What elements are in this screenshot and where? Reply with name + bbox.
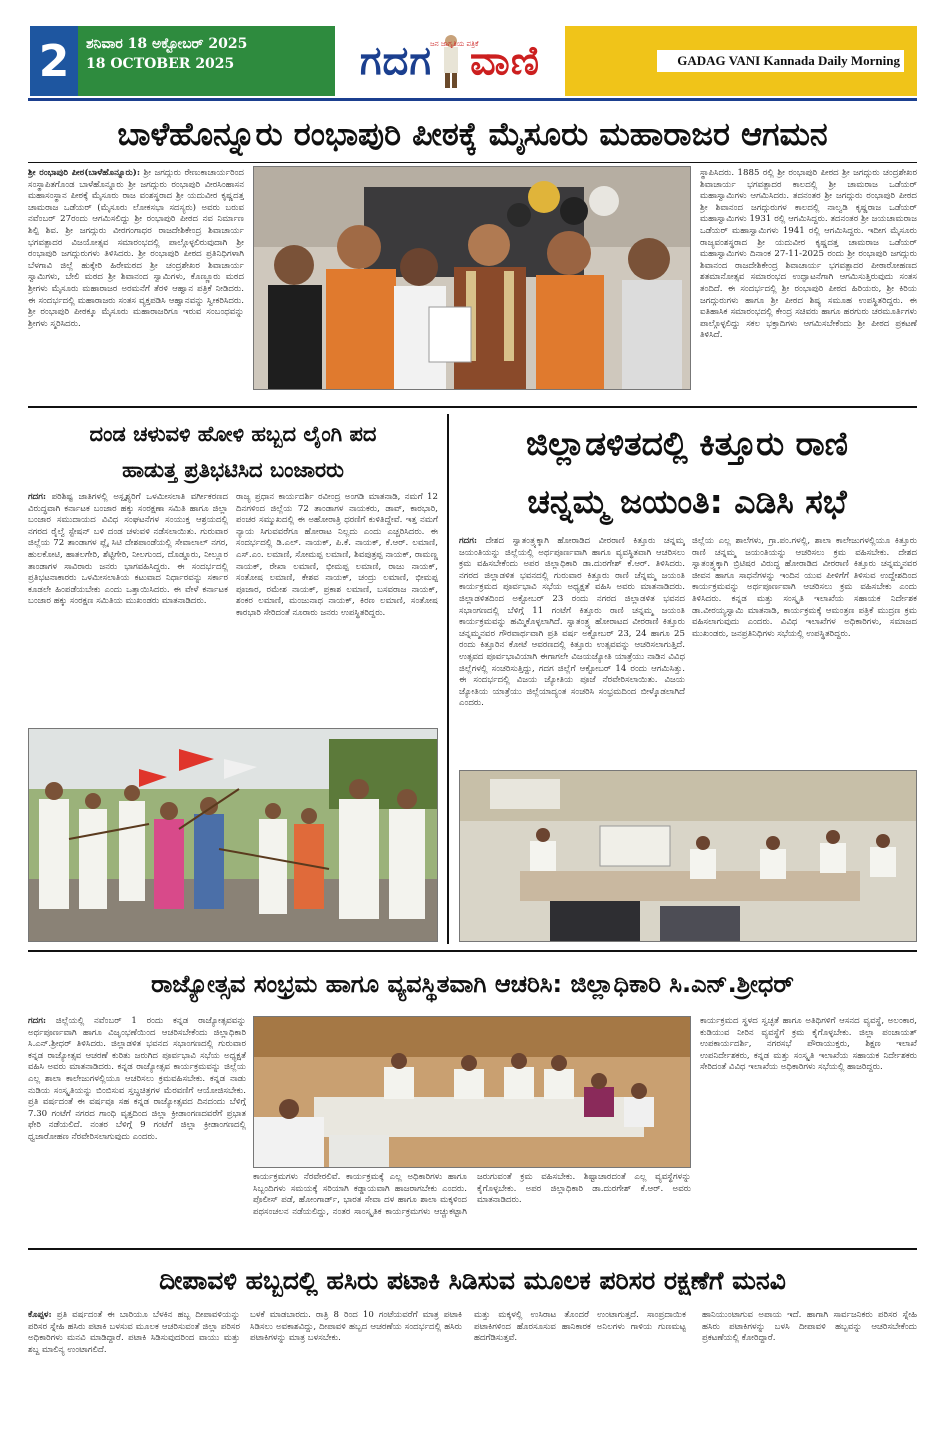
page-number: 2 — [30, 26, 78, 96]
story1-headline: ಬಾಳೆಹೊನ್ನೂರು ರಂಭಾಪುರಿ ಪೀಠಕ್ಕೆ ಮೈಸೂರು ಮಹಾರಾಜರ ಆಗಮನ — [117, 115, 828, 153]
story1-rule — [28, 162, 917, 163]
story2-column-1 — [28, 492, 228, 722]
issue-date — [78, 26, 335, 96]
logo-tagline: ಜನ ಜಾಗೃತಿಯ ಪತ್ರಿಕೆ — [430, 40, 479, 48]
story3-dateline: ಗದಗ: — [459, 536, 478, 546]
story1-text-1: ಶ್ರೀ ಜಗದ್ಗುರು ರೇಣುಕಾಚಾರ್ಯರಿಂದ ಸಂಸ್ಥಾಪಿತಗೊಂಡ ಬಾಳೆಹೊನ್ನೂರು ಶ್ರೀ ಜಗದ್ಗುರು ರಂಭಾಪುರಿ ವೀರಸಿಂಹಾಸನ ಮಹಾಸಂಸ್ಥಾನ ಪೀಠಕ್ಕೆ ಮೈಸೂರು ರಾಜ ವಂಶಸ್ಥರಾದ ಶ್ರೀ ಯದುವೀರ ಕೃಷ್ಣದತ್ತ ಚಾಮರಾಜ ಒಡೆಯರ್ (ಮೈಸೂರು ಲೋಕಸಭಾ ಸದಸ್ಯರು) ಅವರು ಬರುವ ನವೆಂಬರ್ 27ರಂದು ಆಗಮಿಸಲಿದ್ದು ಶ್ರೀ ರಂಭಾಪುರಿ ಪೀಠದ ನವ ನಿರ್ಮಾಣ ಶಿಲ್ಪಿ ಶಿವ. ಶ್ರೀ ಜಗದ್ಗುರು ವೀರಗಂಗಾಧರ ರಾಜದೇಶಿಕೇಂದ್ರ ಶಿವಾಚಾರ್ಯ ಭಗವತ್ಪಾದರ ವಿಜಯೋತ್ಸವ ಸಮಾರಂಭದಲ್ಲಿ ಪಾಲ್ಗೊಳ್ಳಲಿರುವುದಾಗಿ ಶ್ರೀ ರಂಭಾಪುರಿ ಜಗದ್ಗುರುಗಳು ತಿಳಿಸಿದರು. ಶ್ರೀ ರಂಭಾಪುರಿ ಪೀಠದ ಪ್ರತಿನಿಧಿಗಳಾಗಿ ಬೆಳಗಾವಿ ಜಿಲ್ಲೆ ಹುಕ್ಕೇರಿ ಹಿರೇಮಠದ ಶ್ರೀ ಚಂದ್ರಶೇಖರ ಶಿವಾಚಾರ್ಯ ಸ್ವಾಮಿಗಳು, ಬೇಲಿ ಮಠದ ಶ್ರೀ ಶಿವಾನಂದ ಸ್ವಾಮಿಗಳು, ಕೊಣ್ಣೂರು ಮಠದ ಶ್ರೀಗಳು ಮೈಸೂರು ಮಹಾರಾಜರ ಅರಮನೆಗೆ ತೆರಳಿ ಆಹ್ವಾನ ಪತ್ರಿಕೆ ನೀಡಿದರು. ಈ ಸಂದರ್ಭದಲ್ಲಿ ಮಹಾರಾಜರು ಸಂತಸ ವ್ಯಕ್ತಪಡಿಸಿ ಆಹ್ವಾನವನ್ನು ಸ್ವೀಕರಿಸಿದರು. ಶ್ರೀ ರಂಭಾಪುರಿ ಪೀಠಕ್ಕೂ ಮೈಸೂರು ಮಹಾರಾಜರಿಗೂ ಇರುವ ಸಂಬಂಧವನ್ನು ಶ್ರೀಗಳು ಸ್ಮರಿಸಿದರು. — [28, 168, 244, 329]
story4-dateline: ಗದಗ: — [28, 1016, 47, 1026]
column-divider — [447, 414, 449, 944]
logo-gadaga: ಗದಗ — [359, 38, 432, 84]
section-rule-3 — [28, 1248, 917, 1250]
story4-photo-dc-meeting — [253, 1016, 691, 1168]
story2-photo-banjara-protest — [28, 728, 438, 942]
story4-text-1: ಜಿಲ್ಲೆಯಲ್ಲಿ ನವೆಂಬರ್ 1 ರಂದು ಕನ್ನಡ ರಾಜ್ಯೋತ್ಸವವನ್ನು ಅರ್ಥಪೂರ್ಣವಾಗಿ ಹಾಗೂ ವಿಜೃಂಭಣೆಯಿಂದ ಆಚರಿಸಬೇಕೆಂದು ಜಿಲ್ಲಾಧಿಕಾರಿ ಸಿ.ಎನ್.ಶ್ರೀಧರ್ ತಿಳಿಸಿದರು. ಜಿಲ್ಲಾಡಳಿತ ಭವನದ ಸಭಾಂಗಣದಲ್ಲಿ ಗುರುವಾರ ಕನ್ನಡ ರಾಜ್ಯೋತ್ಸವ ಆಚರಣೆ ಕುರಿತು ಜರುಗಿದ ಪೂರ್ವಭಾವಿ ಸಭೆಯ ಅಧ್ಯಕ್ಷತೆ ವಹಿಸಿ ಅವರು ಮಾತನಾಡಿದರು. ಕನ್ನಡ ರಾಜ್ಯೋತ್ಸವ ಕಾರ್ಯಕ್ರಮವನ್ನು ಜಿಲ್ಲೆಯ ಎಲ್ಲ ಶಾಲಾ ಕಾಲೇಜುಗಳಲ್ಲಿಯೂ ಆಚರಿಸಲು ಕ್ರಮವಹಿಸಬೇಕು. ಕನ್ನಡ ನಾಡು ನುಡಿಯ ಸಂಸ್ಕೃತಿಯನ್ನು ಬಿಂಬಿಸುವ ಸ್ತಬ್ಧಚಿತ್ರಗಳ ಮೆರವಣಿಗೆ ಆಯೋಜಿಸಬೇಕು. ಪ್ರತಿ ವರ್ಷದಂತೆ ಈ ವರ್ಷವೂ ಸಹ ಕನ್ನಡ ರಾಜ್ಯೋತ್ಸವದ ದಿನದಂದು ಬೆಳಿಗ್ಗೆ 7.30 ಗಂಟೆಗೆ ನಗರದ ಗಾಂಧಿ ವೃತ್ತದಿಂದ ಜಿಲ್ಲಾ ಕ್ರೀಡಾಂಗಣದವರೆಗೆ ಪ್ರಭಾತ ಫೇರಿ ನಡೆಯಲಿದೆ. ನಂತರ ಬೆಳಿಗ್ಗೆ 9 ಗಂಟೆಗೆ ಜಿಲ್ಲಾ ಕ್ರೀಡಾಂಗಣದಲ್ಲಿ ಧ್ವಜಾರೋಹಣ ನೆರವೇರಿಸಲಾಗುವುದು ಎಂದರು. — [28, 1016, 246, 1142]
story1-column-1 — [28, 168, 244, 400]
newspaper-logo — [335, 26, 565, 96]
story5-column-3: ಮತ್ತು ಮಕ್ಕಳಲ್ಲಿ ಉಸಿರಾಟ ತೊಂದರೆ ಉಂಟಾಗುತ್ತದೆ. ಸಾಂಪ್ರದಾಯಿಕ ಪಟಾಕಿಗಳಿಂದ ಹೊರಸೂಸುವ ಹಾನಿಕಾರಕ ಅನಿಲಗಳು ಗಾಳಿಯ ಗುಣಮಟ್ಟ ಹದಗೆಡಿಸುತ್ತವೆ. — [474, 1310, 686, 1344]
date-kannada: ಶನಿವಾರ 18 ಅಕ್ಟೋಬರ್ 2025 — [86, 36, 248, 52]
story1-dateline: ಶ್ರೀ ರಂಭಾಪುರಿ ಪೀಠ(ಬಾಳೆಹೊನ್ನೂರು): — [28, 168, 141, 178]
story1-column-2: ಸ್ಥಾಪಿಸಿದರು. 1885 ರಲ್ಲಿ ಶ್ರೀ ರಂಭಾಪುರಿ ಪೀಠದ ಶ್ರೀ ಜಗದ್ಗುರು ಚಂದ್ರಶೇಖರ ಶಿವಾಚಾರ್ಯ ಭಗವತ್ಪಾದರ ಕಾಲದಲ್ಲಿ ಶ್ರೀ ಚಾಮರಾಜ ಒಡೆಯರ್ ಮಹಾಸ್ವಾಮಿಗಳು ಆಗಮಿಸಿದರು. ತದನಂತರ ಶ್ರೀ ಜಗದ್ಗುರು ರಂಭಾಪುರಿ ಪೀಠದ ಶ್ರೀ ಶಿವಾನಂದ ಜಗದ್ಗುರುಗಳ ಕಾಲದಲ್ಲಿ ನಾಲ್ವಡಿ ಕೃಷ್ಣರಾಜ ಒಡೆಯರ್ ಮಹಾಸ್ವಾಮಿಗಳು 1931 ರಲ್ಲಿ ಆಗಮಿಸಿದ್ದರು. ತದನಂತರ ಶ್ರೀ ಜಯಚಾಮರಾಜ ಒಡೆಯರ್ ಮಹಾಸ್ವಾಮಿಗಳು 1941 ರಲ್ಲಿ ಆಗಮಿಸಿದ್ದರು. ಇದೀಗ ಮೈಸೂರು ರಾಜ್ಯವಂಶಸ್ಥರಾದ ಶ್ರೀ ಯದುವೀರ ಕೃಷ್ಣದತ್ತ ಚಾಮರಾಜ ಒಡೆಯರ್ ಮಹಾಸ್ವಾಮಿಗಳು ದಿನಾಂಕ 27-11-2025 ರಂದು ಶ್ರೀ ರಂಭಾಪುರಿ ಜಗದ್ಗುರು ಶಿವಾನಂದ ರಾಜದೇಶಿಕೇಂದ್ರ ಶಿವಾಚಾರ್ಯ ಭಗವತ್ಪಾದರ ಪೀಠಾರೋಹಣದ ಶತಮಾನೋತ್ಸವ ಸಮಾರಂಭದ ಉದ್ಘಾಟನೆಗಾಗಿ ಆಗಮಿಸುತ್ತಿರುವುದು ಸಂತಸ ತಂದಿದೆ. ಈ ಸಂದರ್ಭದಲ್ಲಿ ಶ್ರೀ ರಂಭಾಪುರಿ ಪೀಠದ ಹಿರಿಯರು, ಶ್ರೀ ಕಿರಿಯ ಜಗದ್ಗುರುಗಳು ಹಾಗೂ ಶ್ರೀ ಪೀಠದ ಶಿಷ್ಯ ಸಮೂಹ ಉಪಸ್ಥಿತರಿದ್ದರು. ಈ ಐತಿಹಾಸಿಕ ಸಮಾರಂಭದಲ್ಲಿ ಕೇಂದ್ರ ಸಚಿವರು ಹಾಗೂ ಹರಗುರು ಚರಮೂರ್ತಿಗಳು ಪಾಲ್ಗೊಳ್ಳಲಿದ್ದು ಸಕಲ ಭಕ್ತಾದಿಗಳು ಆಗಮಿಸಬೇಕೆಂದು ಶ್ರೀ ಪೀಠದ ಪ್ರಕಟಣೆ ತಿಳಿಸಿದೆ. — [700, 168, 917, 341]
story5-headline: ದೀಪಾವಳಿ ಹಬ್ಬದಲ್ಲಿ ಹಸಿರು ಪಟಾಕಿ ಸಿಡಿಸುವ ಮೂಲಕ ಪರಿಸರ ರಕ್ಷಣೆಗೆ ಮನವಿ — [159, 1266, 786, 1295]
story3-text-1: ದೇಶದ ಸ್ವಾತಂತ್ರ್ಯಕ್ಕಾಗಿ ಹೋರಾಡಿದ ವೀರರಾಣಿ ಕಿತ್ತೂರು ಚನ್ನಮ್ಮ ಜಯಂತಿಯನ್ನು ಜಿಲ್ಲೆಯಲ್ಲಿ ಅರ್ಥಪೂರ್ಣವಾಗಿ ಹಾಗೂ ವ್ಯವಸ್ಥಿತವಾಗಿ ಆಚರಿಸಲು ಕ್ರಮ ವಹಿಸಬೇಕೆಂದು ಅಪರ ಜಿಲ್ಲಾಧಿಕಾರಿ ಡಾ.ದುರಗೇಶ್ ಕೆ.ಆರ್. ತಿಳಿಸಿದರು. ನಗರದ ಜಿಲ್ಲಾಡಳಿತ ಭವನದಲ್ಲಿ ಗುರುವಾರ ಕಿತ್ತೂರು ರಾಣಿ ಚೆನ್ನಮ್ಮ ಜಯಂತಿ ಕಾರ್ಯಕ್ರಮದ ಪೂರ್ವಭಾವಿ ಸಭೆಯ ಅಧ್ಯಕ್ಷತೆ ವಹಿಸಿ ಅವರು ಮಾತನಾಡಿದರು. ಜಿಲ್ಲಾಡಳಿತದಿಂದ ಅಕ್ಟೋಬರ್ 23 ರಂದು ನಗರದ ಜಿಲ್ಲಾಡಳಿತ ಭವನದ ಸಭಾಂಗಣದಲ್ಲಿ ಬೆಳಿಗ್ಗೆ 11 ಗಂಟೆಗೆ ಕಿತ್ತೂರು ರಾಣಿ ಚನ್ನಮ್ಮ ಜಯಂತಿ ಕಾರ್ಯಕ್ರಮವನ್ನು ಹಮ್ಮಿಕೊಳ್ಳಲಾಗಿದೆ. ಸ್ವಾತಂತ್ರ್ಯ ಹೋರಾಟದ ವೀರರಾಣಿ ಕಿತ್ತೂರು ಚನ್ನಮ್ಮನವರ ಗೌರವಾರ್ಥವಾಗಿ ಪ್ರತಿ ವರ್ಷ ಅಕ್ಟೋಬರ್ 23, 24 ಹಾಗೂ 25 ರಂದು ಕಿತ್ತೂರಿನ ಕೋಟೆ ಆವರಣದಲ್ಲಿ ಕಿತ್ತೂರು ಉತ್ಸವವನ್ನು ಆಚರಿಸಲಾಗುತ್ತಿದೆ. ಉತ್ಸವದ ಪೂರ್ವಭಾವಿಯಾಗಿ ಈಗಾಗಲೇ ವಿಜಯಜ್ಯೋತಿ ಯಾತ್ರೆಯು ನಾಡಿನ ವಿವಿಧ ಜಿಲ್ಲೆಗಳಲ್ಲಿ ಸಂಚರಿಸುತ್ತಿದ್ದು, ಗದಗ ಜಿಲ್ಲೆಗೆ ಆಕ್ಟೋಬರ್ 14 ರಂದು ಆಗಮಿಸಿತ್ತು. ಈ ಸಂದರ್ಭದಲ್ಲಿ ವಿಜಯ ಜ್ಯೋತಿಯ ಪೂಜೆ ನೆರವೇರಿಸಲಾಯಿತು. ವಿಜಯ ಜ್ಯೋತಿಯ ಯಾತ್ರೆಯು ಜಿಲ್ಲೆಯಾದ್ಯಂತ ಸಂಚರಿಸಿ ಸಂಭ್ರಮದಿಂದ ಬೀಳ್ಕೊಡಲಾಗಿದೆ ಎಂದರು. — [459, 536, 685, 709]
story1-photo-maharaja-visit — [253, 166, 691, 390]
story3-headline-line1: ಜಿಲ್ಲಾಡಳಿತದಲ್ಲಿ ಕಿತ್ತೂರು ರಾಣಿ — [525, 424, 849, 463]
story2-headline-line2: ಹಾಡುತ್ತ ಪ್ರತಿಭಟಿಸಿದ ಬಂಜಾರರು — [122, 458, 344, 482]
story3-column-2: ಜಿಲ್ಲೆಯ ಎಲ್ಲ ಶಾಲೆಗಳು, ಗ್ರಾ.ಪಂ.ಗಳಲ್ಲಿ, ಶಾಲಾ ಕಾಲೇಜುಗಳಲ್ಲಿಯೂ ಕಿತ್ತೂರು ರಾಣಿ ಚನ್ನಮ್ಮ ಜಯಂತಿಯನ್ನು ಆಚರಿಸಲು ಕ್ರಮ ವಹಿಸಬೇಕು. ದೇಶದ ಸ್ವಾತಂತ್ರ್ಯಕ್ಕಾಗಿ ಬ್ರಿಟಿಷರ ವಿರುದ್ಧ ಹೋರಾಡಿದ ವೀರರಾಣಿ ಕಿತ್ತೂರು ಚನ್ನಮ್ಮನವರ ಜೀವನ ಹಾಗೂ ಸಾಧನೆಗಳನ್ನು ಇಂದಿನ ಯುವ ಪೀಳಿಗೆಗೆ ತಿಳಿಸುವ ಉದ್ದೇಶದಿಂದ ಕಾರ್ಯಕ್ರಮವನ್ನು ಅರ್ಥಪೂರ್ಣವಾಗಿ ಆಚರಿಸಲು ಕ್ರಮ ವಹಿಸಬೇಕು ಎಂದು ತಿಳಿಸಿದರು. ಕನ್ನಡ ಮತ್ತು ಸಂಸ್ಕೃತಿ ಇಲಾಖೆಯ ಸಹಾಯಕ ನಿರ್ದೇಶಕ ಡಾ.ವೀರಯ್ಯಸ್ವಾಮಿ ಮಾತನಾಡಿ, ಕಾರ್ಯಕ್ರಮಕ್ಕೆ ಆಮಂತ್ರಣ ಪತ್ರಿಕೆ ಮುದ್ರಣ ಕ್ರಮ ವಹಿಸಲಾಗುವುದು ಎಂದರು. ವಿವಿಧ ಇಲಾಖೆಗಳ ಅಧಿಕಾರಿಗಳು, ಸಮಾಜದ ಮುಖಂಡರು, ಜನಪ್ರತಿನಿಧಿಗಳು ಸಭೆಯಲ್ಲಿ ಉಪಸ್ಥಿತರಿದ್ದರು. — [692, 536, 917, 639]
masthead-rule — [28, 98, 917, 101]
story4-column-3: ಕಾರ್ಯಕ್ರಮದ ಸ್ಥಳದ ಸ್ವಚ್ಛತೆ ಹಾಗೂ ಅತಿಥಿಗಳಿಗೆ ಆಸನದ ವ್ಯವಸ್ಥೆ, ಅಲಂಕಾರ, ಕುಡಿಯುವ ನೀರಿನ ವ್ಯವಸ್ಥೆಗೆ ಕ್ರಮ ಕೈಗೊಳ್ಳಬೇಕು. ಜಿಲ್ಲಾ ಪಂಚಾಯತ್ ಉಪಕಾರ್ಯದರ್ಶಿ, ನಗರಸಭೆ ಪೌರಾಯುಕ್ತರು, ಶಿಕ್ಷಣ ಇಲಾಖೆ ಉಪನಿರ್ದೇಶಕರು, ಕನ್ನಡ ಮತ್ತು ಸಂಸ್ಕೃತಿ ಇಲಾಖೆಯ ಸಹಾಯಕ ನಿರ್ದೇಶಕರು ಸೇರಿದಂತೆ ವಿವಿಧ ಇಲಾಖೆಯ ಅಧಿಕಾರಿಗಳು ಸಭೆಯಲ್ಲಿ ಹಾಜರಿದ್ದರು. — [700, 1016, 917, 1073]
story3-photo-adc-meeting — [459, 770, 917, 942]
logo-vani: ವಾಣಿ — [470, 38, 541, 84]
story3-column-1 — [459, 536, 685, 766]
story3-headline-line2: ಚನ್ನಮ್ಮ ಜಯಂತಿ: ಎಡಿಸಿ ಸಭೆ — [527, 482, 847, 521]
story2-headline-line1: ದಂಡ ಚಳುವಳಿ ಹೋಳಿ ಹಬ್ಬದ ಲೈಂಗಿ ಪದ — [89, 422, 377, 446]
story5-text-1: ಪ್ರತಿ ವರ್ಷದಂತೆ ಈ ಬಾರಿಯೂ ಬೆಳಕಿನ ಹಬ್ಬ ದೀಪಾವಳಿಯನ್ನು ಪರಿಸರ ಸ್ನೇಹಿ ಹಸಿರು ಪಟಾಕಿ ಬಳಸುವ ಮೂಲಕ ಆಚರಿಸುವಂತೆ ಜಿಲ್ಲಾ ಪರಿಸರ ಅಧಿಕಾರಿಗಳು ಮನವಿ ಮಾಡಿದ್ದಾರೆ. ಪಟಾಕಿ ಸಿಡಿಸುವುದರಿಂದ ವಾಯು ಮತ್ತು ಶಬ್ದ ಮಾಲಿನ್ಯ ಉಂಟಾಗಲಿದೆ. — [28, 1310, 240, 1355]
story5-dateline: ಕೊಪ್ಪಳ: — [28, 1310, 52, 1320]
paper-name: GADAG VANI Kannada Daily Morning — [657, 50, 904, 72]
story5-column-4: ಹಾನಿಯುಂಟಾಗುವ ಅಪಾಯ ಇದೆ. ಹಾಗಾಗಿ ಸಾರ್ವಜನಿಕರು ಪರಿಸರ ಸ್ನೇಹಿ ಹಸಿರು ಪಟಾಕಿಗಳನ್ನು ಬಳಸಿ ದೀಪಾವಳಿ ಹಬ್ಬವನ್ನು ಆಚರಿಸಬೇಕೆಂದು ಪ್ರಕಟಣೆಯಲ್ಲಿ ಕೋರಿದ್ದಾರೆ. — [702, 1310, 917, 1344]
story2-column-2: ರಾಜ್ಯ ಪ್ರಧಾನ ಕಾರ್ಯದರ್ಶಿ ರವೀಂದ್ರ ಅಂಗಡಿ ಮಾತನಾಡಿ, ನಮಗೆ 12 ದಿನಗಳಿಂದ ಜಿಲ್ಲೆಯ 72 ತಾಂಡಾಗಳ ನಾಯಕರು, ಡಾವ್, ಕಾರಭಾರಿ, ಪಂಚರ ಸಮ್ಮುಖದಲ್ಲಿ ಈ ಅಹೋರಾತ್ರಿ ಧರಣಿಗೆ ಕುಳಿತಿದ್ದೇವೆ. ಇತ್ತ ನಮಗೆ ನ್ಯಾಯ ಸಿಗುವವರೆಗೂ ಹೋರಾಟ ನಿಲ್ಲದು ಎಂದು ಎಚ್ಚರಿಸಿದರು. ಈ ಸಂದರ್ಭದಲ್ಲಿ ಡಿ.ಎಲ್. ನಾಯಕ್, ಪಿ.ಕೆ. ನಾಯಕ್, ಕೆ.ಆರ್. ಲಮಾಣಿ, ಎಸ್.ಎಂ. ಲಮಾಣಿ, ಸೋಮಪ್ಪ ಲಮಾಣಿ, ಶಿವಪುತ್ರಪ್ಪ ನಾಯಕ್, ರಾಮಣ್ಣ ನಾಯಕ್, ರೇಖಾ ಲಮಾಣಿ, ಭೀಮಪ್ಪ ಲಮಾಣಿ, ರಾಜು ನಾಯಕ್, ಸಂತೋಷ ಲಮಾಣಿ, ಕೇಶವ ನಾಯಕ್, ಚಂದ್ರು ಲಮಾಣಿ, ಭೀಮಪ್ಪ ಪೂಜಾರ, ರಮೇಶ ನಾಯಕ್, ಪ್ರಕಾಶ ಲಮಾಣಿ, ಬಸವರಾಜ ನಾಯಕ್, ಶಂಕರ ಲಮಾಣಿ, ಮಂಜುನಾಥ ನಾಯಕ್, ಕಿರಣ ಲಮಾಣಿ, ಸಂತೋಷ ಕಾರಭಾರಿ ಸೇರಿದಂತೆ ನೂರಾರು ಜನರು ಉಪಸ್ಥಿತರಿದ್ದರು. — [236, 492, 438, 618]
story4-column-2: ಕಾರ್ಯಕ್ರಮಗಳು ನೆರವೇರಲಿವೆ. ಕಾರ್ಯಕ್ರಮಕ್ಕೆ ಎಲ್ಲ ಅಧಿಕಾರಿಗಳು ಹಾಗೂ ಸಿಬ್ಬಂದಿಗಳು ಸಮಯಕ್ಕೆ ಸರಿಯಾಗಿ ಕಡ್ಡಾಯವಾಗಿ ಹಾಜರಾಗಬೇಕು ಎಂದರು. ಪೊಲೀಸ್ ಪಡೆ, ಹೋಂಗಾರ್ಡ್, ಭಾರತ ಸೇವಾ ದಳ ಹಾಗೂ ಶಾಲಾ ಮಕ್ಕಳಿಂದ ಪಥಸಂಚಲನ ನಡೆಯಲಿದ್ದು, ನಂತರ ಸಾಂಸ್ಕೃತಿಕ ಕಾರ್ಯಕ್ರಮಗಳು ಆಚ್ಚುಕಟ್ಟಾಗಿ ಜರುಗುವಂತೆ ಕ್ರಮ ವಹಿಸಬೇಕು. ಶಿಷ್ಟಾಚಾರದಂತೆ ಎಲ್ಲ ವ್ಯವಸ್ಥೆಗಳನ್ನು ಕೈಗೊಳ್ಳಬೇಕು. ಅಪರ ಜಿಲ್ಲಾಧಿಕಾರಿ ಡಾ.ದುರಗೇಶ್ ಕೆ.ಆರ್. ಅವರು ಮಾತನಾಡಿದರು. — [253, 1172, 691, 1217]
story2-dateline: ಗದಗ: — [28, 492, 47, 502]
story2-text-1: ಪರಿಶಿಷ್ಟ ಜಾತಿಗಳಲ್ಲಿ ಅಸ್ಪೃಶ್ಯರಿಗೆ ಒಳಮೀಸಲಾತಿ ವರ್ಗೀಕರಣದ ವಿರುದ್ಧವಾಗಿ ಕರ್ನಾಟಕ ಬಂಜಾರ ಹಕ್ಕು ಸಂರಕ್ಷಣಾ ಸಮಿತಿ ಹಾಗೂ ಜಿಲ್ಲಾ ಬಂಜಾರ ಸಮುದಾಯದ ವಿವಿಧ ಸಂಘಟನೆಗಳ ಸಂಯುಕ್ತ ಆಶ್ರಯದಲ್ಲಿ ನಗರದ ರೈಲ್ವೆ ಸ್ಟೇಷನ್ ಬಳಿ ದಂಡ ಚಳುವಳಿ ನಡೆಸಲಾಯಿತು. ಗುರುವಾರ ಜಿಲ್ಲೆಯ 72 ತಾಂಡಾಗಳ ಪ್ಲೈ ಸಿಟಿ ದೇಶಪಾಂಡೆಯಲ್ಲಿ ಸೇವಾಲಾಲ್ ನಗರ, ಹುಲಕೋಟಿ, ಹಾತಲಗೇರಿ, ಶೆಟ್ಟಿಗೇರಿ, ನೀಲಗುಂದ, ದೊಡ್ಡೂರು, ನೀಲ್ಲೂರ ತಾಂಡಾಗಳ ಸಾವಿರಾರು ಜನರು ಭಾಗವಹಿಸಿದ್ದರು. ಈ ಸಂದರ್ಭದಲ್ಲಿ ಪ್ರತಿಭಟನಾಕಾರರು ಒಳಮೀಸಲಾತಿಯ ಕಟುವಾದ ನಿರ್ಧಾರವನ್ನು ಸರ್ಕಾರ ಕೂಡಲೇ ಹಿಂಪಡೆಯಬೇಕು ಎಂದು ಒತ್ತಾಯಿಸಿದರು. ಈ ವೇಳೆ ಕರ್ನಾಟಕ ಬಂಜಾರ ಹಕ್ಕು ಸಂರಕ್ಷಣ ಸಮಿತಿಯ ಮುಖಂಡರು ಮಾತನಾಡಿದರು. — [28, 492, 228, 607]
story4-headline: ರಾಜ್ಯೋತ್ಸವ ಸಂಭ್ರಮ ಹಾಗೂ ವ್ಯವಸ್ಥಿತವಾಗಿ ಆಚರಿಸಿ: ಜಿಲ್ಲಾಧಿಕಾರಿ ಸಿ.ಎನ್.ಶ್ರೀಧರ್ — [151, 970, 794, 998]
section-rule-2 — [28, 950, 917, 952]
date-english: 18 OCTOBER 2025 — [86, 56, 235, 72]
section-rule-1 — [28, 406, 917, 408]
story5-column-2: ಬಳಕೆ ಮಾಡಬಾರದು. ರಾತ್ರಿ 8 ರಿಂದ 10 ಗಂಟೆಯವರೆಗೆ ಮಾತ್ರ ಪಟಾಕಿ ಸಿಡಿಸಲು ಅವಕಾಶವಿದ್ದು, ದೀಪಾವಳಿ ಹಬ್ಬದ ಆಚರಣೆಯ ಸಂದರ್ಭದಲ್ಲಿ ಹಸಿರು ಪಟಾಕಿಗಳನ್ನು ಮಾತ್ರ ಬಳಸಬೇಕು. — [250, 1310, 462, 1344]
story5-column-1 — [28, 1310, 240, 1420]
story4-column-1 — [28, 1016, 246, 1240]
